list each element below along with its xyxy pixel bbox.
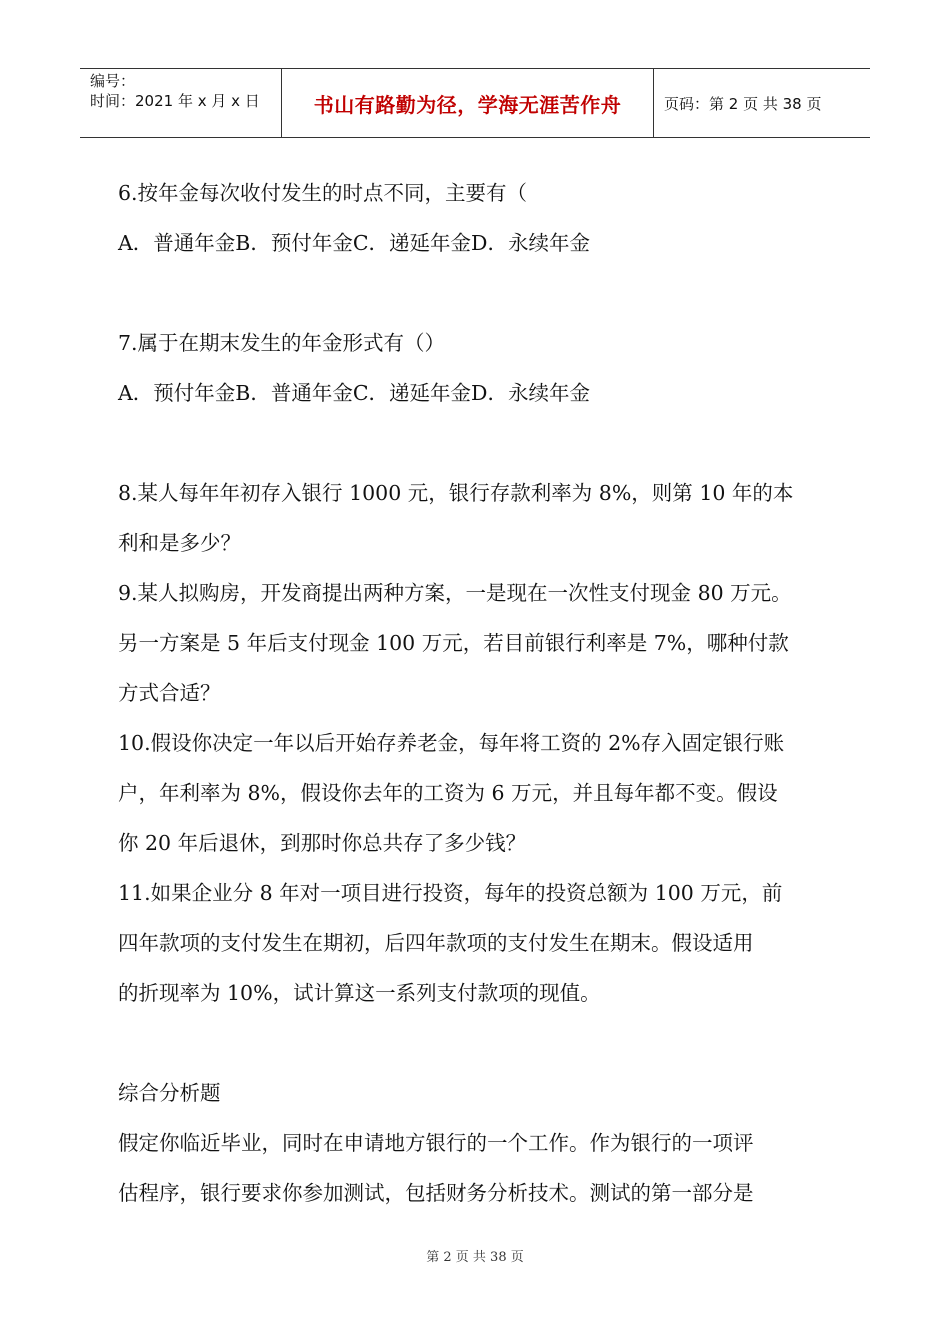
analysis-line-2: 估程序，银行要求你参加测试，包括财务分析技术。测试的第一部分是 [118, 1181, 754, 1205]
question-7-text: 7.属于在期末发生的年金形式有（） [118, 331, 446, 355]
section-heading: 综合分析题 [118, 1081, 221, 1105]
question-9-line-2: 另一方案是 5 年后支付现金 100 万元，若目前银行利率是 7%，哪种付款 [118, 631, 789, 655]
question-10-line-2: 户，年利率为 8%，假设你去年的工资为 6 万元，并且每年都不变。假设 [118, 781, 778, 805]
document-number-label: 编号： [90, 72, 136, 90]
header-motto: 书山有路勤为径，学海无涯苦作舟 [282, 69, 654, 137]
analysis-line-1: 假定你临近毕业，同时在申请地方银行的一个工作。作为银行的一项评 [118, 1131, 754, 1155]
paragraph-gap [118, 268, 838, 318]
question-11-line-2: 四年款项的支付发生在期初，后四年款项的支付发生在期末。假设适用 [118, 931, 754, 955]
question-11-line-1: 11.如果企业分 8 年对一项目进行投资，每年的投资总额为 100 万元，前 [118, 881, 783, 905]
page-header [80, 68, 870, 138]
paragraph-gap [118, 1018, 838, 1068]
question-7-options: A．预付年金B．普通年金C．递延年金D．永续年金 [118, 381, 590, 405]
document-body [118, 168, 838, 1218]
document-time-label: 时间：2021 年 x 月 x 日 [90, 92, 260, 110]
page-footer: 第 2 页 共 38 页 [426, 1250, 524, 1265]
question-8-line-2: 利和是多少？ [118, 531, 241, 555]
question-6-text: 6.按年金每次收付发生的时点不同，主要有（ [118, 181, 528, 205]
question-8-line-1: 8.某人每年年初存入银行 1000 元，银行存款利率为 8%，则第 10 年的本 [118, 481, 794, 505]
header-page-info: 页码：第 2 页 共 38 页 [664, 94, 822, 113]
question-10-line-1: 10.假设你决定一年以后开始存养老金，每年将工资的 2%存入固定银行账 [118, 731, 785, 755]
question-6-options: A．普通年金B．预付年金C．递延年金D．永续年金 [118, 231, 590, 255]
question-10-line-3: 你 20 年后退休，到那时你总共存了多少钱？ [118, 831, 527, 855]
question-9-line-3: 方式合适？ [118, 681, 221, 705]
header-meta [80, 69, 282, 137]
question-9-line-1: 9.某人拟购房，开发商提出两种方案，一是现在一次性支付现金 80 万元。 [118, 581, 792, 605]
question-11-line-3: 的折现率为 10%，试计算这一系列支付款项的现值。 [118, 981, 601, 1005]
paragraph-gap [118, 418, 838, 468]
